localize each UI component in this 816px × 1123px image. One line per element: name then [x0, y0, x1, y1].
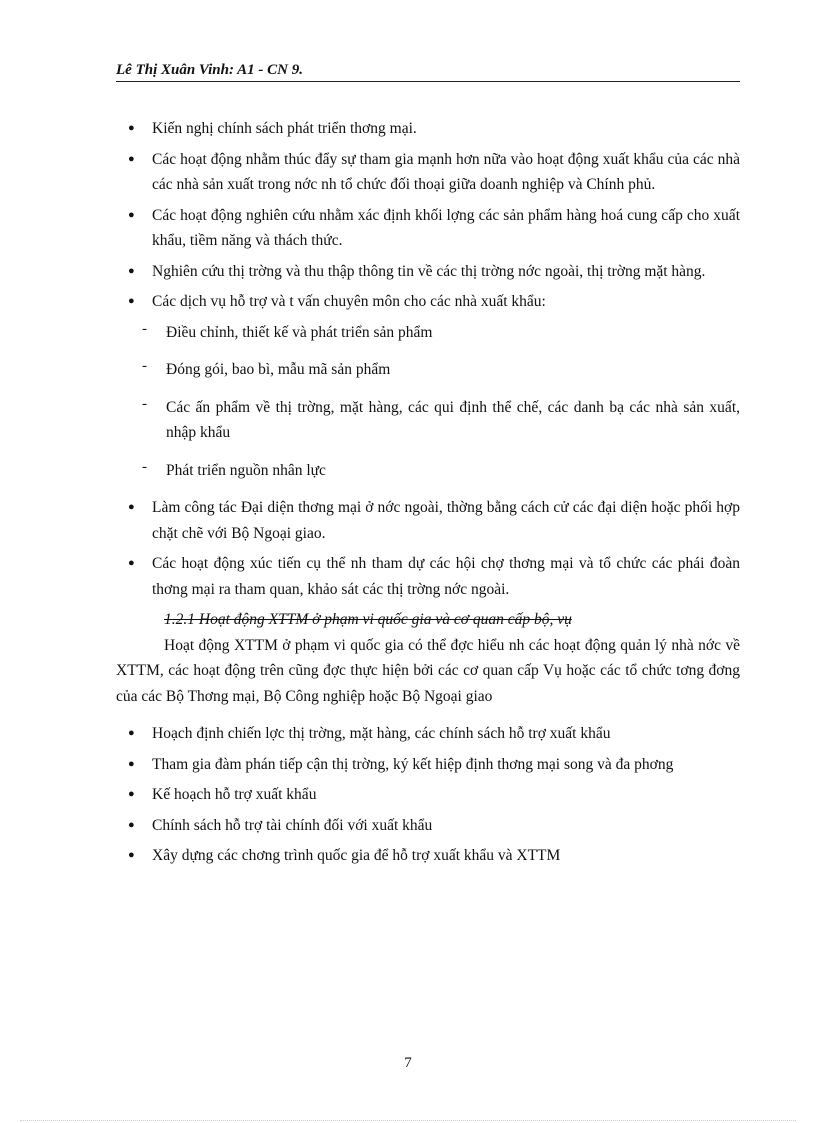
sublist-item: - Điều chỉnh, thiết kế và phát triển sản phẩm: [116, 320, 740, 346]
page-bottom-divider: [20, 1120, 796, 1121]
list-item: ● Chính sách hỗ trợ tài chính đối với xuất khẩu: [116, 813, 740, 839]
list-item: ● Các hoạt động nhằm thúc đẩy sự tham gia mạnh hơn nữa vào hoạt động xuất khẩu của các nhà các nhà sản xuất trong nớc nh tổ chức đối thoại giữa doanh nghiệp và Chính phủ.: [116, 147, 740, 198]
bullet-list-3: [116, 721, 740, 869]
list-item: ● Các hoạt động xúc tiến cụ thể nh tham dự các hội chợ thơng mại và tổ chức các phái đoàn thơng mại ra tham quan, khảo sát các thị trờng nớc ngoài.: [116, 551, 740, 602]
section-heading: 1.2.1 Hoạt động XTTM ở phạm vi quốc gia và cơ quan cấp bộ, vụ: [164, 611, 572, 628]
bullet-list-1: [116, 116, 740, 315]
list-item: ● Các dịch vụ hỗ trợ và t vấn chuyên môn cho các nhà xuất khẩu:: [116, 289, 740, 315]
list-item: ● Các hoạt động nghiên cứu nhằm xác định khối lợng các sản phẩm hàng hoá cung cấp cho xuất khẩu, tiềm năng và thách thức.: [116, 203, 740, 254]
page-number: 7: [404, 1055, 412, 1071]
sublist-item: - Phát triển nguồn nhân lực: [116, 458, 740, 484]
dash-sublist: [116, 320, 740, 484]
sublist-item: - Đóng gói, bao bì, mẫu mã sản phẩm: [116, 357, 740, 383]
body-paragraph: Hoạt động XTTM ở phạm vi quốc gia có thể đợc hiểu nh các hoạt động quản lý nhà nớc về XTTM, các hoạt động trên cũng đợc thực hiện bởi các cơ quan cấp Vụ hoặc các tổ chức tơng đơng của các Bộ Thơng mại, Bộ Công nghiệp hoặc Bộ Ngoại giao: [116, 636, 740, 705]
page-body: [116, 116, 740, 874]
list-item: ● Kiến nghị chính sách phát triển thơng mại.: [116, 116, 740, 142]
page-header: Lê Thị Xuân Vinh: A1 - CN 9.: [116, 62, 740, 82]
list-item: ● Hoạch định chiến lợc thị trờng, mặt hàng, các chính sách hỗ trợ xuất khẩu: [116, 721, 740, 747]
sublist-item: - Các ấn phẩm về thị trờng, mặt hàng, các qui định thể chế, các danh bạ các nhà sản xuất, nhập khẩu: [116, 395, 740, 446]
bullet-list-2: [116, 495, 740, 602]
list-item: ● Nghiên cứu thị trờng và thu thập thông tin về các thị trờng nớc ngoài, thị trờng mặt hàng.: [116, 259, 740, 285]
list-item: ● Tham gia đàm phán tiếp cận thị trờng, ký kết hiệp định thơng mại song và đa phơng: [116, 752, 740, 778]
list-item: ● Kế hoạch hỗ trợ xuất khẩu: [116, 782, 740, 808]
list-item: ● Xây dựng các chơng trình quốc gia để hỗ trợ xuất khẩu và XTTM: [116, 843, 740, 869]
list-item: ● Làm công tác Đại diện thơng mại ở nớc ngoài, thờng bằng cách cử các đại diện hoặc phối hợp chặt chẽ với Bộ Ngoại giao.: [116, 495, 740, 546]
